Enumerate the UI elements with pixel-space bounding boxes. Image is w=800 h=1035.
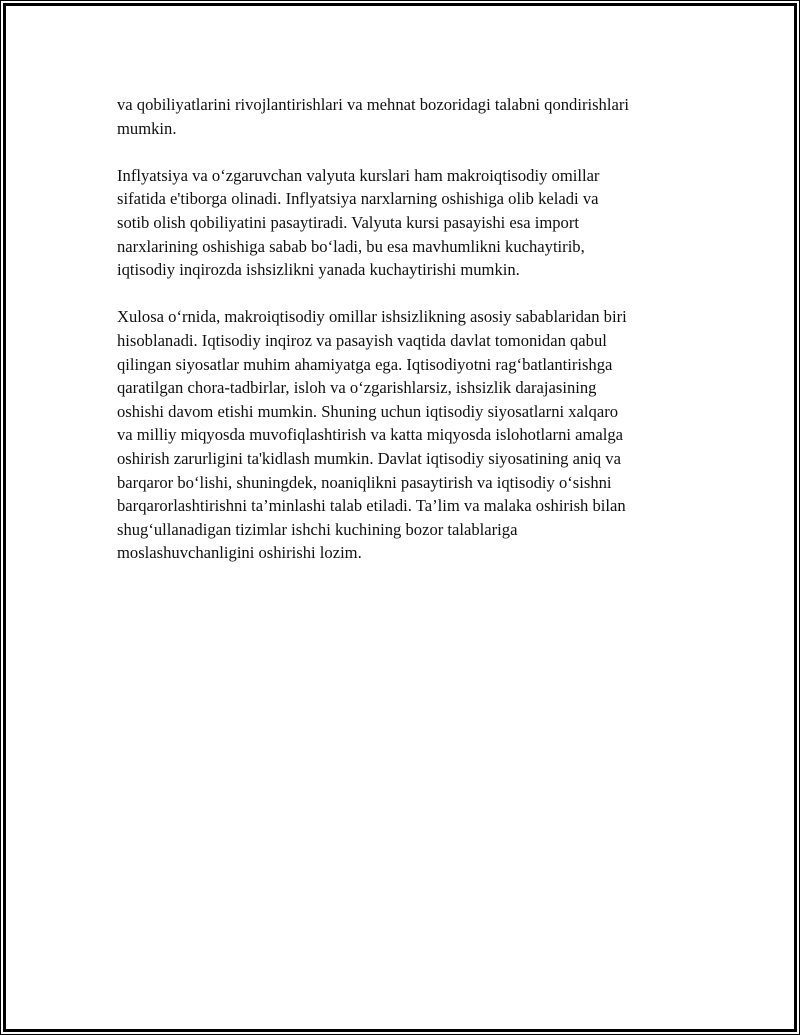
document-body [117, 93, 697, 588]
paragraph-3: Xulosa o‘rnida, makroiqtisodiy omillar ishsizlikning asosiy sabablaridan biri hisoblanadi. Iqtisodiy inqiroz va pasayish vaqtida davlat tomonidan qabul qilingan siyosatlar muhim ahamiyatga ega. Iqtisodiyotni rag‘batlantirishga qaratilgan chora-tadbirlar, isloh va o‘zgarishlarsiz, ishsizlik darajasining oshishi davom etishi mumkin. Shuning uchun iqtisodiy siyosatlarni xalqaro va milliy miqyosda muvofiqlashtirish va katta miqyosda islohotlarni amalga oshirish zarurligini ta'kidlash mumkin. Davlat iqtisodiy siyosatining aniq va barqaror bo‘lishi, shuningdek, noaniqlikni pasaytirish va iqtisodiy o‘sishni barqarorlashtirishni ta’minlashi talab etiladi. Ta’lim va malaka oshirish bilan shug‘ullanadigan tizimlar ishchi kuchining bozor talablariga moslashuvchanligini oshirishi lozim. [117, 307, 627, 563]
paragraph-1: va qobiliyatlarini rivojlantirishlari va mehnat bozoridagi talabni qondirishlari mumkin. [117, 95, 629, 138]
paragraph-2: Inflyatsiya va o‘zgaruvchan valyuta kurslari ham makroiqtisodiy omillar sifatida e'tiborga olinadi. Inflyatsiya narxlarning oshishiga olib keladi va sotib olish qobiliyatini pasaytiradi. Valyuta kursi pasayishi esa import narxlarining oshishiga sabab bo‘ladi, bu esa mavhumlikni kuchaytirib, iqtisodiy inqirozda ishsizlikni yanada kuchaytirishi mumkin. [117, 165, 600, 280]
